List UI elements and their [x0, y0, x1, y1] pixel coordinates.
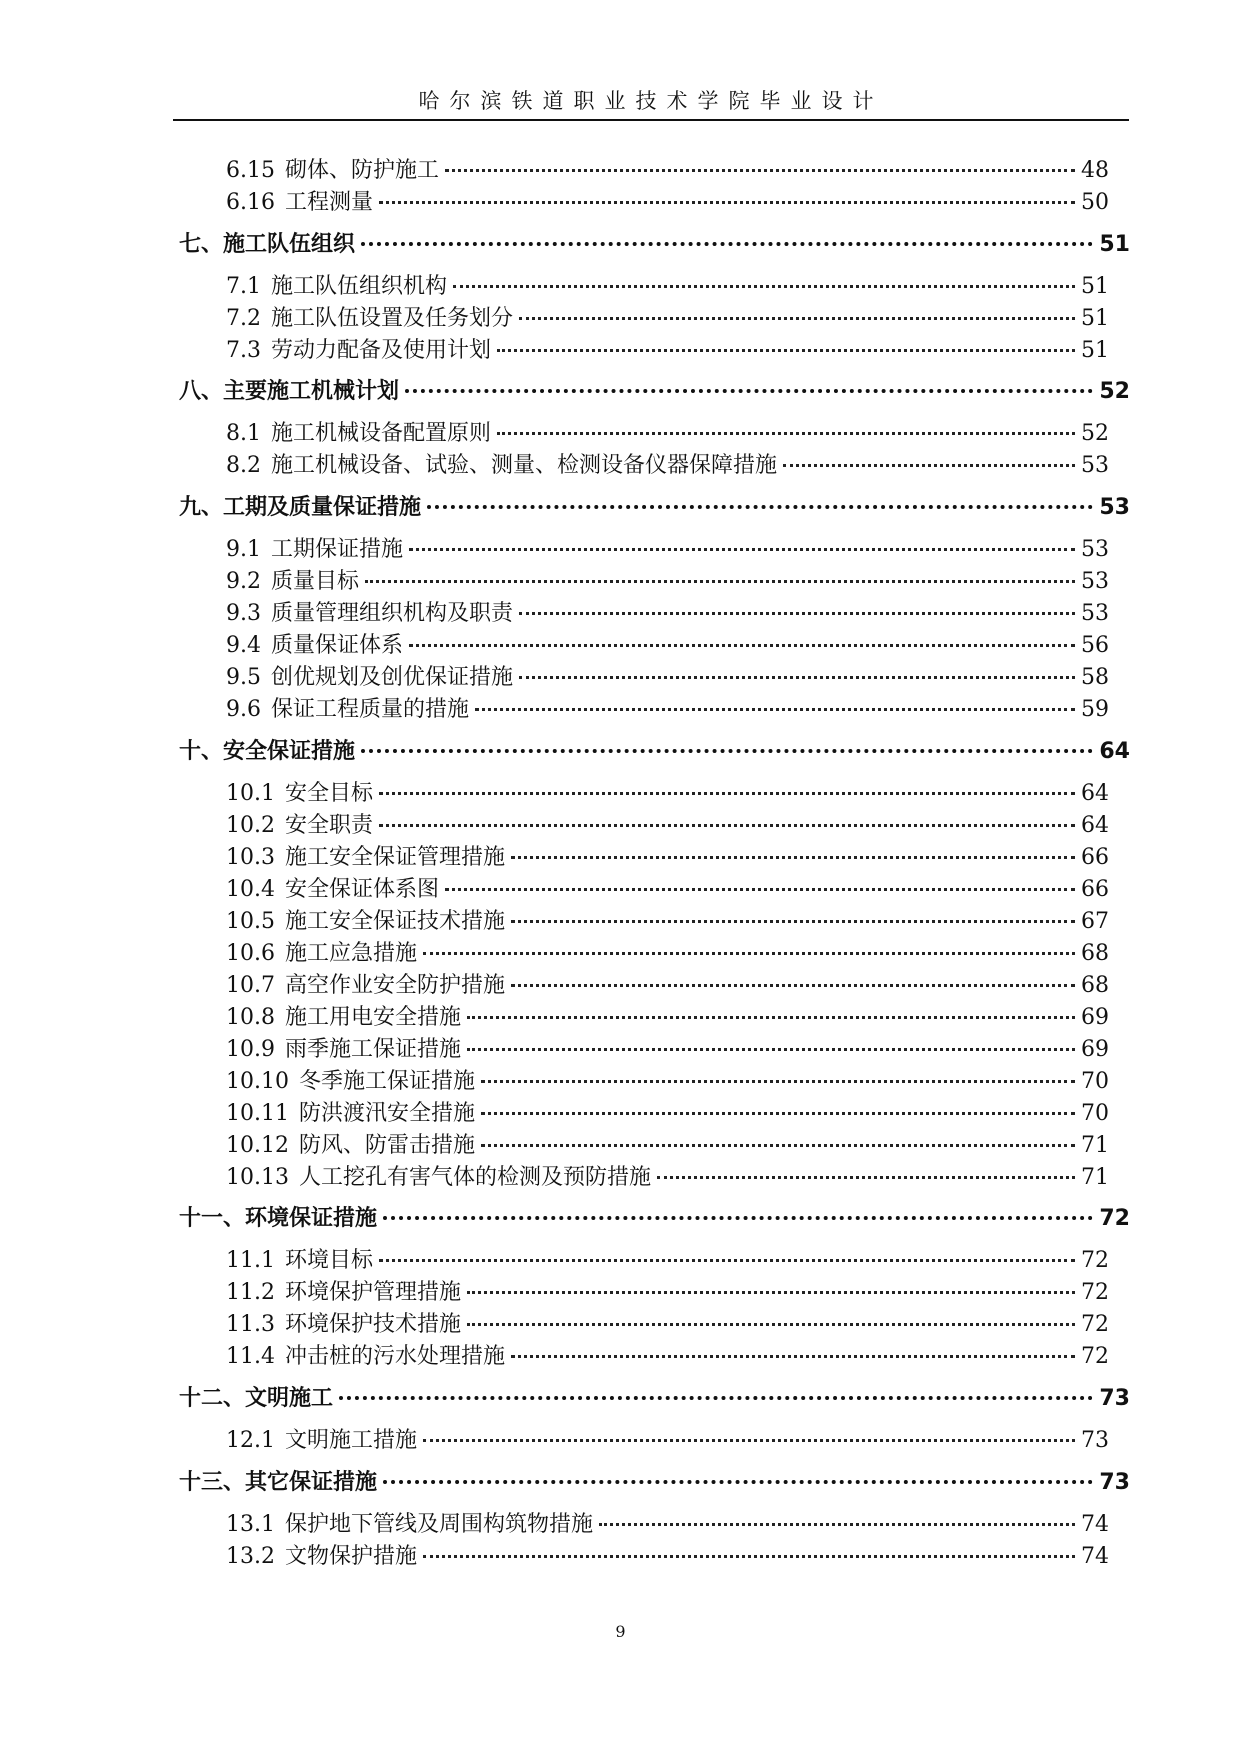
toc-dot-leader — [599, 1523, 1075, 1526]
toc-entry-number: 11.1 — [226, 1248, 275, 1273]
toc-section-entry[interactable] — [226, 1339, 1109, 1370]
toc-entry-page: 53 — [1099, 495, 1130, 520]
toc-section-entry[interactable] — [226, 1539, 1109, 1570]
toc-chapter-entry[interactable] — [179, 734, 1130, 765]
toc-section-entry[interactable] — [226, 1507, 1109, 1538]
toc-dot-leader — [361, 242, 1093, 246]
toc-entry-title: 文明施工措施 — [284, 1428, 417, 1453]
toc-section-entry[interactable] — [226, 185, 1109, 216]
toc-dot-leader — [379, 792, 1075, 795]
toc-entry-title: 冲击桩的污水处理措施 — [284, 1344, 505, 1369]
toc-section-entry[interactable] — [226, 416, 1109, 447]
toc-dot-leader — [511, 1355, 1075, 1358]
toc-entry-title: 八、主要施工机械计划 — [179, 379, 400, 404]
toc-entry-number: 10.4 — [226, 877, 275, 902]
toc-entry-title: 文物保护措施 — [284, 1544, 417, 1569]
toc-entry-number: 7.3 — [226, 338, 261, 363]
toc-dot-leader — [519, 676, 1075, 679]
toc-section-entry[interactable] — [226, 564, 1109, 595]
toc-entry-page: 72 — [1099, 1206, 1130, 1231]
toc-section-entry[interactable] — [226, 269, 1109, 300]
toc-dot-leader — [361, 749, 1093, 753]
toc-dot-leader — [409, 644, 1075, 647]
toc-entry-title: 质量保证体系 — [271, 633, 404, 658]
toc-entry-title: 安全保证体系图 — [284, 877, 439, 902]
toc-section-entry[interactable] — [226, 596, 1109, 627]
page-header-title: 哈尔滨铁道职业技术学院毕业设计 — [418, 89, 884, 113]
toc-entry-title: 十二、文明施工 — [179, 1386, 334, 1411]
toc-dot-leader — [379, 824, 1075, 827]
toc-entry-number: 13.1 — [226, 1512, 275, 1537]
toc-entry-title: 安全职责 — [284, 813, 373, 838]
toc-entry-page: 58 — [1081, 665, 1109, 690]
toc-entry-page: 73 — [1081, 1428, 1109, 1453]
toc-chapter-entry[interactable] — [179, 1201, 1130, 1232]
toc-section-entry[interactable] — [226, 692, 1109, 723]
toc-section-entry[interactable] — [226, 1160, 1109, 1191]
toc-entry-title: 施工队伍设置及任务划分 — [271, 306, 514, 331]
toc-chapter-entry[interactable] — [179, 374, 1130, 405]
toc-section-entry[interactable] — [226, 776, 1109, 807]
toc-section-entry[interactable] — [226, 660, 1109, 691]
toc-dot-leader — [339, 1396, 1093, 1400]
toc-entry-page: 68 — [1081, 973, 1109, 998]
toc-dot-leader — [519, 612, 1075, 615]
toc-section-entry[interactable] — [226, 1096, 1109, 1127]
toc-section-entry[interactable] — [226, 1128, 1109, 1159]
toc-entry-title: 保护地下管线及周围构筑物措施 — [284, 1512, 593, 1537]
toc-entry-page: 73 — [1099, 1470, 1130, 1495]
toc-entry-number: 10.10 — [226, 1069, 289, 1094]
toc-entry-title: 冬季施工保证措施 — [298, 1069, 475, 1094]
toc-entry-title: 环境保护技术措施 — [284, 1312, 461, 1337]
toc-entry-title: 工期保证措施 — [271, 537, 404, 562]
toc-entry-page: 70 — [1081, 1101, 1109, 1126]
toc-entry-title: 劳动力配备及使用计划 — [271, 338, 492, 363]
toc-entry-number: 11.3 — [226, 1312, 275, 1337]
toc-dot-leader — [467, 1323, 1075, 1326]
toc-section-entry[interactable] — [226, 333, 1109, 364]
toc-dot-leader — [467, 1016, 1075, 1019]
toc-entry-number: 6.15 — [226, 158, 275, 183]
toc-section-entry[interactable] — [226, 1307, 1109, 1338]
toc-entry-number: 11.4 — [226, 1344, 275, 1369]
toc-dot-leader — [427, 505, 1093, 509]
toc-entry-page: 66 — [1081, 845, 1109, 870]
toc-section-entry[interactable] — [226, 808, 1109, 839]
toc-entry-page: 74 — [1081, 1544, 1109, 1569]
toc-entry-page: 51 — [1081, 338, 1109, 363]
toc-section-entry[interactable] — [226, 532, 1109, 563]
toc-entry-number: 9.6 — [226, 697, 261, 722]
toc-entry-number: 8.2 — [226, 453, 261, 478]
toc-entry-page: 71 — [1081, 1133, 1109, 1158]
toc-section-entry[interactable] — [226, 628, 1109, 659]
toc-section-entry[interactable] — [226, 1064, 1109, 1095]
toc-entry-page: 59 — [1081, 697, 1109, 722]
toc-entry-title: 质量管理组织机构及职责 — [271, 601, 514, 626]
toc-section-entry[interactable] — [226, 1423, 1109, 1454]
toc-dot-leader — [409, 548, 1075, 551]
toc-entry-number: 9.4 — [226, 633, 261, 658]
toc-entry-number: 10.7 — [226, 973, 275, 998]
toc-dot-leader — [423, 952, 1075, 955]
toc-dot-leader — [475, 708, 1075, 711]
toc-entry-page: 69 — [1081, 1037, 1109, 1062]
toc-entry-title: 施工队伍组织机构 — [271, 274, 448, 299]
toc-entry-page: 64 — [1081, 813, 1109, 838]
toc-section-entry[interactable] — [226, 448, 1109, 479]
toc-section-entry[interactable] — [226, 301, 1109, 332]
toc-dot-leader — [423, 1439, 1075, 1442]
toc-dot-leader — [383, 1216, 1093, 1220]
toc-entry-title: 施工应急措施 — [284, 941, 417, 966]
toc-section-entry[interactable] — [226, 153, 1109, 184]
toc-entry-number: 8.1 — [226, 421, 261, 446]
toc-entry-number: 10.2 — [226, 813, 275, 838]
toc-section-entry[interactable] — [226, 1243, 1109, 1274]
toc-entry-title: 创优规划及创优保证措施 — [271, 665, 514, 690]
toc-chapter-entry[interactable] — [179, 1465, 1130, 1496]
toc-entry-number: 10.8 — [226, 1005, 275, 1030]
toc-dot-leader — [423, 1555, 1075, 1558]
toc-entry-number: 9.3 — [226, 601, 261, 626]
toc-entry-number: 10.12 — [226, 1133, 289, 1158]
toc-dot-leader — [481, 1080, 1075, 1083]
toc-entry-page: 53 — [1081, 537, 1109, 562]
toc-section-entry[interactable] — [226, 1032, 1109, 1063]
toc-dot-leader — [481, 1112, 1075, 1115]
toc-dot-leader — [497, 349, 1075, 352]
toc-entry-title: 施工安全保证管理措施 — [284, 845, 505, 870]
toc-dot-leader — [511, 856, 1075, 859]
toc-entry-title: 十一、环境保证措施 — [179, 1206, 378, 1231]
toc-entry-page: 72 — [1081, 1248, 1109, 1273]
toc-entry-page: 71 — [1081, 1165, 1109, 1190]
toc-entry-page: 53 — [1081, 601, 1109, 626]
toc-entry-page: 66 — [1081, 877, 1109, 902]
toc-entry-page: 69 — [1081, 1005, 1109, 1030]
toc-dot-leader — [657, 1176, 1075, 1179]
toc-dot-leader — [519, 317, 1075, 320]
toc-entry-title: 人工挖孔有害气体的检测及预防措施 — [298, 1165, 651, 1190]
toc-dot-leader — [467, 1291, 1075, 1294]
toc-entry-page: 52 — [1081, 421, 1109, 446]
toc-entry-title: 砌体、防护施工 — [284, 158, 439, 183]
toc-entry-title: 保证工程质量的措施 — [271, 697, 470, 722]
toc-dot-leader — [365, 580, 1075, 583]
toc-entry-page: 68 — [1081, 941, 1109, 966]
toc-entry-page: 53 — [1081, 569, 1109, 594]
toc-entry-page: 72 — [1081, 1280, 1109, 1305]
toc-entry-number: 7.2 — [226, 306, 261, 331]
toc-entry-title: 高空作业安全防护措施 — [284, 973, 505, 998]
toc-entry-page: 74 — [1081, 1512, 1109, 1537]
toc-entry-title: 环境目标 — [284, 1248, 373, 1273]
toc-entry-page: 51 — [1099, 232, 1130, 257]
toc-entry-number: 6.16 — [226, 190, 275, 215]
toc-dot-leader — [379, 1259, 1075, 1262]
toc-section-entry[interactable] — [226, 840, 1109, 871]
toc-entry-number: 9.1 — [226, 537, 261, 562]
toc-entry-title: 施工机械设备、试验、测量、检测设备仪器保障措施 — [271, 453, 778, 478]
toc-dot-leader — [405, 389, 1093, 393]
toc-entry-page: 72 — [1081, 1312, 1109, 1337]
toc-entry-title: 防风、防雷击措施 — [298, 1133, 475, 1158]
toc-dot-leader — [511, 920, 1075, 923]
toc-dot-leader — [511, 984, 1075, 987]
toc-entry-title: 防洪渡汛安全措施 — [298, 1101, 475, 1126]
toc-entry-number: 7.1 — [226, 274, 261, 299]
toc-dot-leader — [445, 169, 1075, 172]
toc-dot-leader — [445, 888, 1075, 891]
toc-entry-page: 56 — [1081, 633, 1109, 658]
toc-entry-title: 雨季施工保证措施 — [284, 1037, 461, 1062]
toc-entry-page: 70 — [1081, 1069, 1109, 1094]
toc-chapter-entry[interactable] — [179, 490, 1130, 521]
toc-entry-page: 51 — [1081, 274, 1109, 299]
toc-entry-number: 10.6 — [226, 941, 275, 966]
page-number: 9 — [615, 1622, 626, 1641]
toc-section-entry[interactable] — [226, 968, 1109, 999]
toc-section-entry[interactable] — [226, 1000, 1109, 1031]
toc-entry-title: 安全目标 — [284, 781, 373, 806]
toc-entry-number: 10.9 — [226, 1037, 275, 1062]
toc-entry-number: 12.1 — [226, 1428, 275, 1453]
toc-entry-number: 10.5 — [226, 909, 275, 934]
toc-entry-number: 9.2 — [226, 569, 261, 594]
toc-dot-leader — [497, 432, 1075, 435]
toc-entry-title: 工程测量 — [284, 190, 373, 215]
toc-entry-title: 施工安全保证技术措施 — [284, 909, 505, 934]
toc-section-entry[interactable] — [226, 1275, 1109, 1306]
toc-entry-title: 十三、其它保证措施 — [179, 1470, 378, 1495]
toc-entry-page: 64 — [1081, 781, 1109, 806]
toc-entry-number: 10.11 — [226, 1101, 289, 1126]
toc-dot-leader — [379, 201, 1075, 204]
toc-entry-number: 13.2 — [226, 1544, 275, 1569]
toc-entry-page: 72 — [1081, 1344, 1109, 1369]
toc-dot-leader — [453, 285, 1075, 288]
toc-chapter-entry[interactable] — [179, 1381, 1130, 1412]
toc-entry-title: 环境保护管理措施 — [284, 1280, 461, 1305]
toc-entry-number: 11.2 — [226, 1280, 275, 1305]
toc-entry-page: 52 — [1099, 379, 1130, 404]
toc-entry-title: 十、安全保证措施 — [179, 739, 356, 764]
toc-chapter-entry[interactable] — [179, 227, 1130, 258]
toc-section-entry[interactable] — [226, 872, 1109, 903]
toc-entry-page: 64 — [1099, 739, 1130, 764]
toc-entry-number: 10.13 — [226, 1165, 289, 1190]
toc-entry-number: 9.5 — [226, 665, 261, 690]
toc-entry-number: 10.3 — [226, 845, 275, 870]
toc-dot-leader — [481, 1144, 1075, 1147]
toc-entry-page: 67 — [1081, 909, 1109, 934]
toc-entry-page: 50 — [1081, 190, 1109, 215]
toc-section-entry[interactable] — [226, 936, 1109, 967]
toc-entry-page: 48 — [1081, 158, 1109, 183]
toc-entry-page: 51 — [1081, 306, 1109, 331]
toc-entry-page: 53 — [1081, 453, 1109, 478]
toc-entry-title: 质量目标 — [271, 569, 360, 594]
toc-entry-title: 九、工期及质量保证措施 — [179, 495, 422, 520]
toc-entry-title: 七、施工队伍组织 — [179, 232, 356, 257]
toc-entry-title: 施工机械设备配置原则 — [271, 421, 492, 446]
toc-dot-leader — [783, 464, 1075, 467]
toc-dot-leader — [383, 1480, 1093, 1484]
toc-entry-title: 施工用电安全措施 — [284, 1005, 461, 1030]
toc-dot-leader — [467, 1048, 1075, 1051]
toc-entry-number: 10.1 — [226, 781, 275, 806]
toc-section-entry[interactable] — [226, 904, 1109, 935]
toc-entry-page: 73 — [1099, 1386, 1130, 1411]
